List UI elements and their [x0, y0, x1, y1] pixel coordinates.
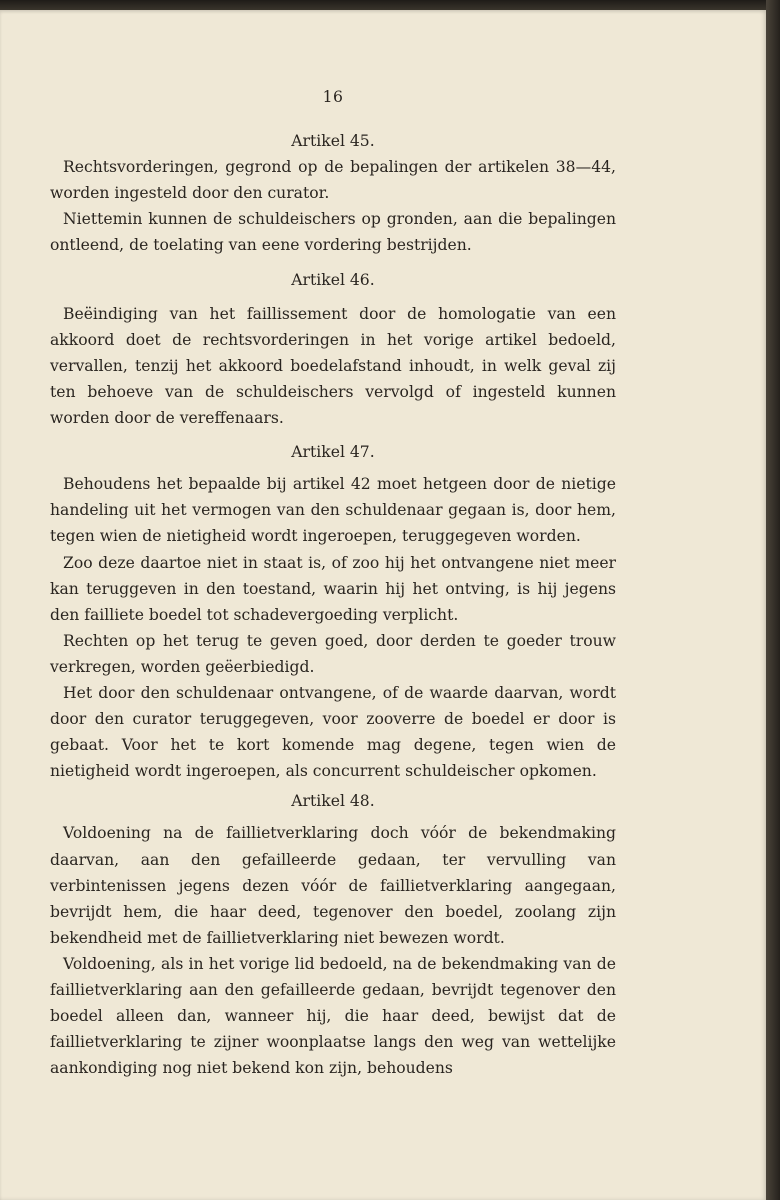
document-page [0, 10, 766, 1200]
paragraph: Het door den schuldenaar ontvangene, of de waarde daarvan, wordt door den curator teruggegeven, voor zooverre de boedel er door is gebaat. Voor het te kort komende mag degene, tegen wien de nietigheid wordt ingeroepen, als concurrent schuldeischer opkomen. [50, 683, 616, 781]
article-heading: Artikel 46. [291, 270, 375, 289]
article-heading: Artikel 45. [291, 132, 375, 151]
paragraph: Behoudens het bepaalde bij artikel 42 moet hetgeen door de nietige handeling uit het vermogen van den schuldenaar gegaan is, door hem, tegen wien de nietigheid wordt ingeroepen, teruggegeven worden. [50, 475, 616, 546]
article-48-section [50, 788, 616, 1081]
article-heading: Artikel 47. [291, 443, 375, 462]
paragraph: Niettemin kunnen de schuldeischers op gronden, aan die bepalingen ontleend, de toelating van eene vordering bestrijden. [50, 210, 616, 255]
scan-right-edge [766, 0, 780, 1200]
paragraph: Beëindiging van het faillissement door de homologatie van een akkoord doet de rechtsvorderingen in het vorige artikel bedoeld, vervallen, tenzij het akkoord boedelafstand inhoudt, in welk geval zij ten behoeve van de schuldeischers vervolgd of ingesteld kunnen worden door de vereffenaars. [50, 304, 616, 428]
article-heading: Artikel 48. [291, 792, 375, 811]
article-45-section [50, 128, 616, 258]
page-number: 16 [322, 88, 344, 106]
paragraph: Rechtsvorderingen, gegrond op de bepalingen der artikelen 38—44, worden ingesteld door den curator. [50, 158, 616, 203]
page-content [50, 84, 616, 1081]
scan-top-edge [0, 0, 780, 10]
article-47-section [50, 439, 616, 784]
paragraph: Zoo deze daartoe niet in staat is, of zoo hij het ontvangene niet meer kan teruggeven in den toestand, waarin hij het ontving, is hij jegens den failliete boedel tot schadevergoeding verplicht. [50, 553, 616, 624]
paragraph: Rechten op het terug te geven goed, door derden te goeder trouw verkregen, worden geëerbiedigd. [50, 631, 616, 676]
paragraph: Voldoening na de faillietverklaring doch vóór de bekendmaking daarvan, aan den gefailleerde gedaan, ter vervulling van verbintenissen jegens dezen vóór de faillietverklaring aangegaan, bevrijdt hem, die haar deed, tegenover den boedel, zoolang zijn bekendheid met de faillietverklaring niet bewezen wordt. [50, 824, 616, 947]
paragraph: Voldoening, als in het vorige lid bedoeld, na de bekendmaking van de faillietverklaring aan den gefailleerde gedaan, bevrijdt tegenover den boedel alleen dan, wanneer hij, die haar deed, bewijst dat de faillietverklaring te zijner woonplaatse langs den weg van wettelijke aankondiging nog niet bekend kon zijn, behoudens [50, 954, 616, 1078]
article-46-section [50, 267, 616, 432]
